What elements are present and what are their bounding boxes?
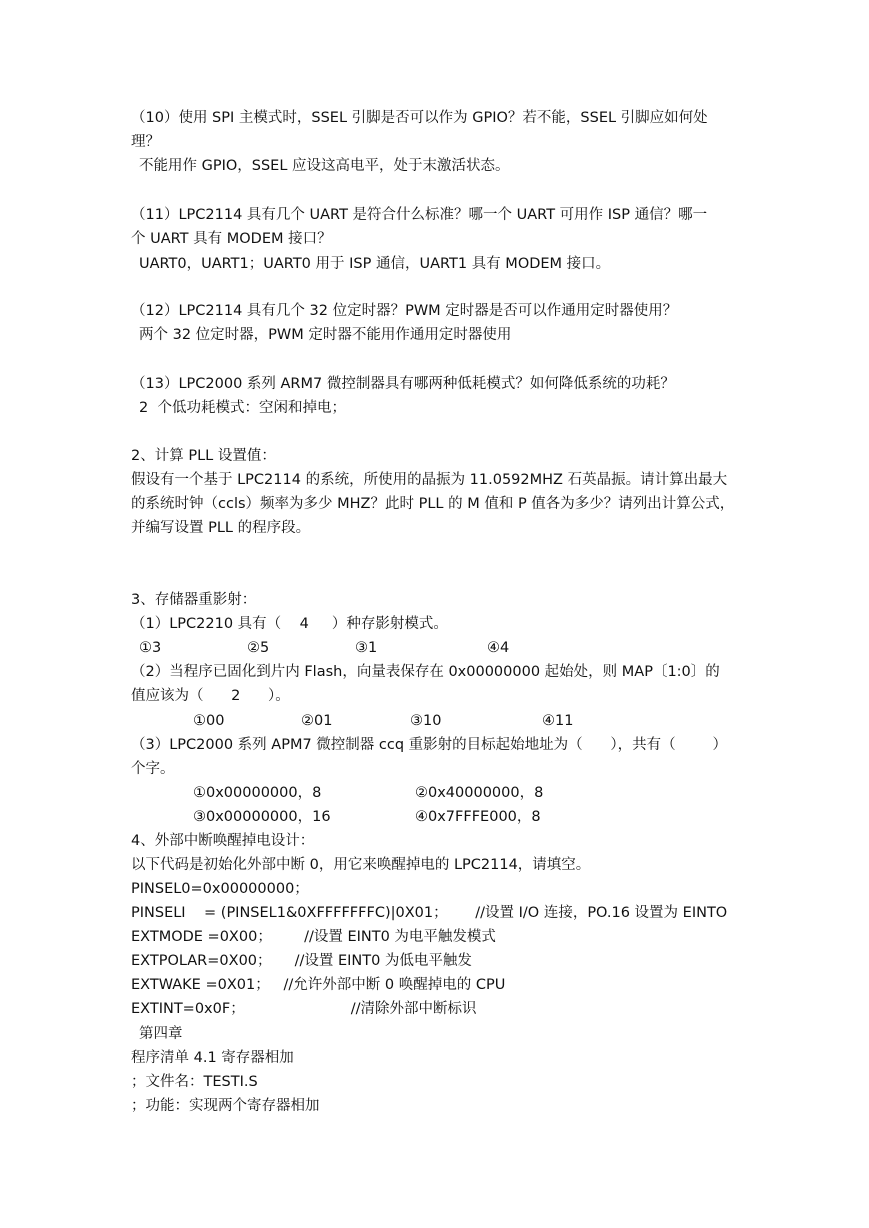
code-line: PINSELI = (PINSEL1&0XFFFFFFFC)|0X01； //设置 I/O 连接，PO.16 设置为 EINTO bbox=[131, 905, 728, 921]
s3-q3-option: ①0x00000000，8 bbox=[193, 785, 322, 801]
listing-func-comment: ；功能：实现两个寄存器相加 bbox=[131, 1098, 320, 1114]
s3-q3-line2: 个字。 bbox=[131, 761, 175, 777]
q12-line1: （12）LPC2114 具有几个 32 位定时器？PWM 定时器是否可以作通用定时器使用？ bbox=[131, 303, 678, 319]
code-line: EXTPOLAR=0X00； //设置 EINT0 为低电平触发 bbox=[131, 953, 472, 969]
s3-q2-option: ①00 bbox=[193, 713, 225, 729]
q11-answer: UART0，UART1；UART0 用于 ISP 通信，UART1 具有 MODEM 接口。 bbox=[139, 256, 611, 272]
s3-q2-line2: 值应该为（ 2 ）。 bbox=[131, 688, 290, 704]
s3-q1-option: ②5 bbox=[247, 640, 270, 656]
listing-title: 程序清单 4.1 寄存器相加 bbox=[131, 1050, 294, 1066]
s3-q2-line1: （2）当程序已固化到片内 Flash，向量表保存在 0x00000000 起始处，则 MAP〔1:0〕的 bbox=[131, 664, 720, 680]
listing-file-comment: ；文件名：TESTI.S bbox=[131, 1074, 258, 1090]
s3-q2-option: ②01 bbox=[301, 713, 333, 729]
section3-title: 3、存储器重影射： bbox=[131, 592, 257, 608]
s3-q2-option: ③10 bbox=[410, 713, 442, 729]
section2-para-line1: 假设有一个基于 LPC2114 的系统，所使用的晶振为 11.0592MHZ 石英晶振。请计算出最大 bbox=[131, 472, 728, 488]
code-line: EXTINT=0x0F； //清除外部中断标识 bbox=[131, 1001, 477, 1017]
s3-q1-option: ①3 bbox=[139, 640, 162, 656]
section2-para-line2: 的系统时钟（ccls）频率为多少 MHZ？此时 PLL 的 M 值和 P 值各为多少？请列出计算公式， bbox=[131, 496, 735, 512]
q10-line2: 理？ bbox=[131, 134, 160, 150]
s3-q3-option: ③0x00000000，16 bbox=[193, 809, 331, 825]
code-line: EXTWAKE =0X01； //允许外部中断 0 唤醒掉电的 CPU bbox=[131, 977, 506, 993]
section4-title: 4、外部中断唤醒掉电设计： bbox=[131, 833, 315, 849]
s3-q1: （1）LPC2210 具有（ 4 ）种存影射模式。 bbox=[131, 616, 448, 632]
q10-line1: （10）使用 SPI 主模式时，SSEL 引脚是否可以作为 GPIO？若不能，SSEL 引脚应如何处 bbox=[131, 110, 708, 126]
code-line: PINSEL0=0x00000000； bbox=[131, 881, 309, 897]
s3-q2-option: ④11 bbox=[542, 713, 574, 729]
section4-desc: 以下代码是初始化外部中断 0，用它来唤醒掉电的 LPC2114，请填空。 bbox=[131, 857, 591, 873]
section2-para-line3: 并编写设置 PLL 的程序段。 bbox=[131, 520, 311, 536]
s3-q3-option: ④0x7FFFE000，8 bbox=[415, 809, 541, 825]
code-line: EXTMODE =0X00； //设置 EINT0 为电平触发模式 bbox=[131, 929, 496, 945]
q13-answer: 2 个低功耗模式：空闲和掉电； bbox=[139, 400, 346, 416]
s3-q3-option: ②0x40000000，8 bbox=[415, 785, 544, 801]
q11-line2: 个 UART 具有 MODEM 接口？ bbox=[131, 231, 332, 247]
q13-line1: （13）LPC2000 系列 ARM7 微控制器具有哪两种低耗模式？如何降低系统的功耗？ bbox=[131, 376, 675, 392]
section2-title: 2、计算 PLL 设置值： bbox=[131, 448, 276, 464]
s3-q3-line1: （3）LPC2000 系列 APM7 微控制器 ccq 重影射的目标起始地址为（ ），共有（ ） bbox=[131, 737, 727, 753]
q10-answer: 不能用作 GPIO，SSEL 应设这高电平，处于末激活状态。 bbox=[139, 158, 510, 174]
chapter-title: 第四章 bbox=[139, 1026, 183, 1042]
s3-q1-option: ③1 bbox=[355, 640, 378, 656]
q12-answer: 两个 32 位定时器，PWM 定时器不能用作通用定时器使用 bbox=[139, 327, 512, 343]
s3-q1-option: ④4 bbox=[487, 640, 510, 656]
q11-line1: （11）LPC2114 具有几个 UART 是符合什么标准？哪一个 UART 可用作 ISP 通信？哪一 bbox=[131, 207, 708, 223]
